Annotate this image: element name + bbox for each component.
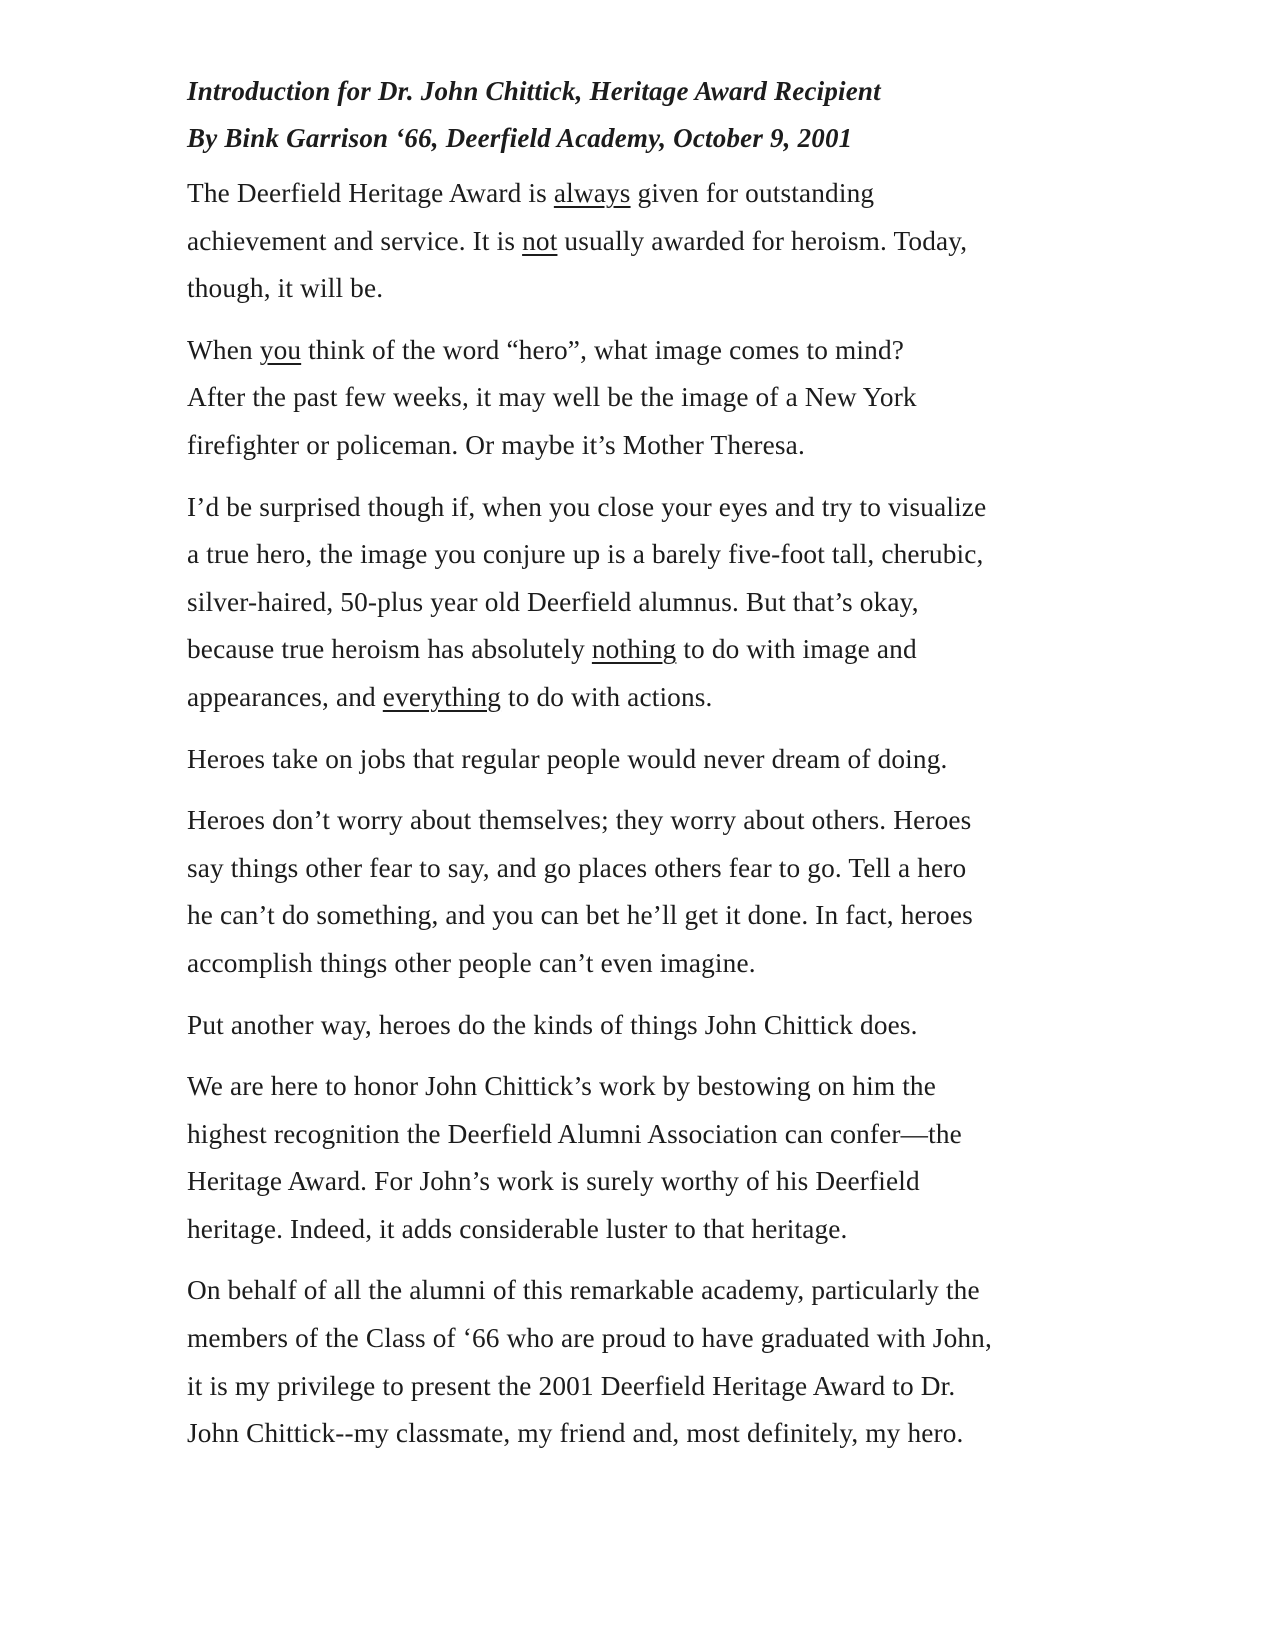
- text-run: appearances, and: [187, 681, 383, 712]
- text-run: achievement and service. It is: [187, 225, 523, 256]
- text-line: it is my privilege to present the 2001 Deerfield Heritage Award to Dr.: [187, 1370, 956, 1401]
- text-line: Heroes don’t worry about themselves; they worry about others. Heroes: [187, 805, 972, 836]
- text-run: given for outstanding: [630, 178, 875, 208]
- text-run: think of the word “hero”, what image comes to mind?: [301, 334, 905, 365]
- text-run: The Deerfield Heritage Award is: [187, 178, 554, 208]
- text-line: accomplish things other people can’t even imagine.: [187, 947, 756, 978]
- text-line: highest recognition the Deerfield Alumni Association can confer—the: [187, 1118, 962, 1149]
- paragraph-7: [187, 1063, 1127, 1253]
- underlined-word-you: you: [259, 334, 302, 365]
- text-line: heritage. Indeed, it adds considerable luster to that heritage.: [187, 1213, 848, 1244]
- text-line: Put another way, heroes do the kinds of things John Chittick does.: [187, 1009, 918, 1040]
- text-line: I’d be surprised though if, when you close your eyes and try to visualize: [187, 491, 987, 522]
- text-line: We are here to honor John Chittick’s work by bestowing on him the: [187, 1071, 936, 1102]
- text-line: a true hero, the image you conjure up is a barely five-foot tall, cherubic,: [187, 539, 984, 570]
- text-line: say things other fear to say, and go places others fear to go. Tell a hero: [187, 852, 967, 883]
- title-line-2: By Bink Garrison ‘66, Deerfield Academy, October 9, 2001: [187, 123, 853, 153]
- paragraph-4: [187, 736, 1127, 784]
- document-body: [187, 68, 1127, 1472]
- text-line: silver-haired, 50-plus year old Deerfield alumnus. But that’s okay,: [187, 586, 919, 617]
- text-line: After the past few weeks, it may well be the image of a New York: [187, 382, 917, 413]
- paragraph-1: [187, 170, 1127, 313]
- text-line: Heritage Award. For John’s work is surely worthy of his Deerfield: [187, 1166, 920, 1197]
- text-run: When: [187, 334, 260, 365]
- text-line: John Chittick--my classmate, my friend and, most definitely, my hero.: [187, 1418, 964, 1449]
- text-line: [187, 626, 1127, 674]
- document-title: [187, 68, 1127, 162]
- underlined-word-always: always: [553, 178, 631, 208]
- underlined-word-not: not: [522, 225, 558, 256]
- text-line: Heroes take on jobs that regular people would never dream of doing.: [187, 743, 948, 774]
- title-line-1: Introduction for Dr. John Chittick, Heritage Award Recipient: [187, 76, 881, 106]
- paragraph-2: [187, 327, 1127, 470]
- text-line: On behalf of all the alumni of this remarkable academy, particularly the: [187, 1275, 980, 1306]
- paragraph-3: [187, 484, 1127, 722]
- underlined-word-everything: everything: [382, 681, 502, 712]
- text-line: firefighter or policeman. Or maybe it’s Mother Theresa.: [187, 429, 805, 460]
- text-line: [187, 327, 1127, 375]
- text-run: usually awarded for heroism. Today,: [557, 225, 968, 256]
- text-run: because true heroism has absolutely: [187, 634, 592, 665]
- text-run: to do with actions.: [501, 681, 713, 712]
- paragraph-8: [187, 1267, 1127, 1457]
- text-run: to do with image and: [676, 634, 917, 665]
- paragraph-6: [187, 1002, 1127, 1050]
- text-line: [187, 674, 1127, 722]
- text-line: [187, 218, 1127, 266]
- text-line: members of the Class of ‘66 who are proud to have graduated with John,: [187, 1323, 992, 1354]
- text-line: he can’t do something, and you can bet he’ll get it done. In fact, heroes: [187, 900, 973, 931]
- text-line: [187, 170, 1127, 218]
- paragraph-5: [187, 797, 1127, 987]
- text-line: though, it will be.: [187, 273, 384, 304]
- underlined-word-nothing: nothing: [591, 634, 677, 665]
